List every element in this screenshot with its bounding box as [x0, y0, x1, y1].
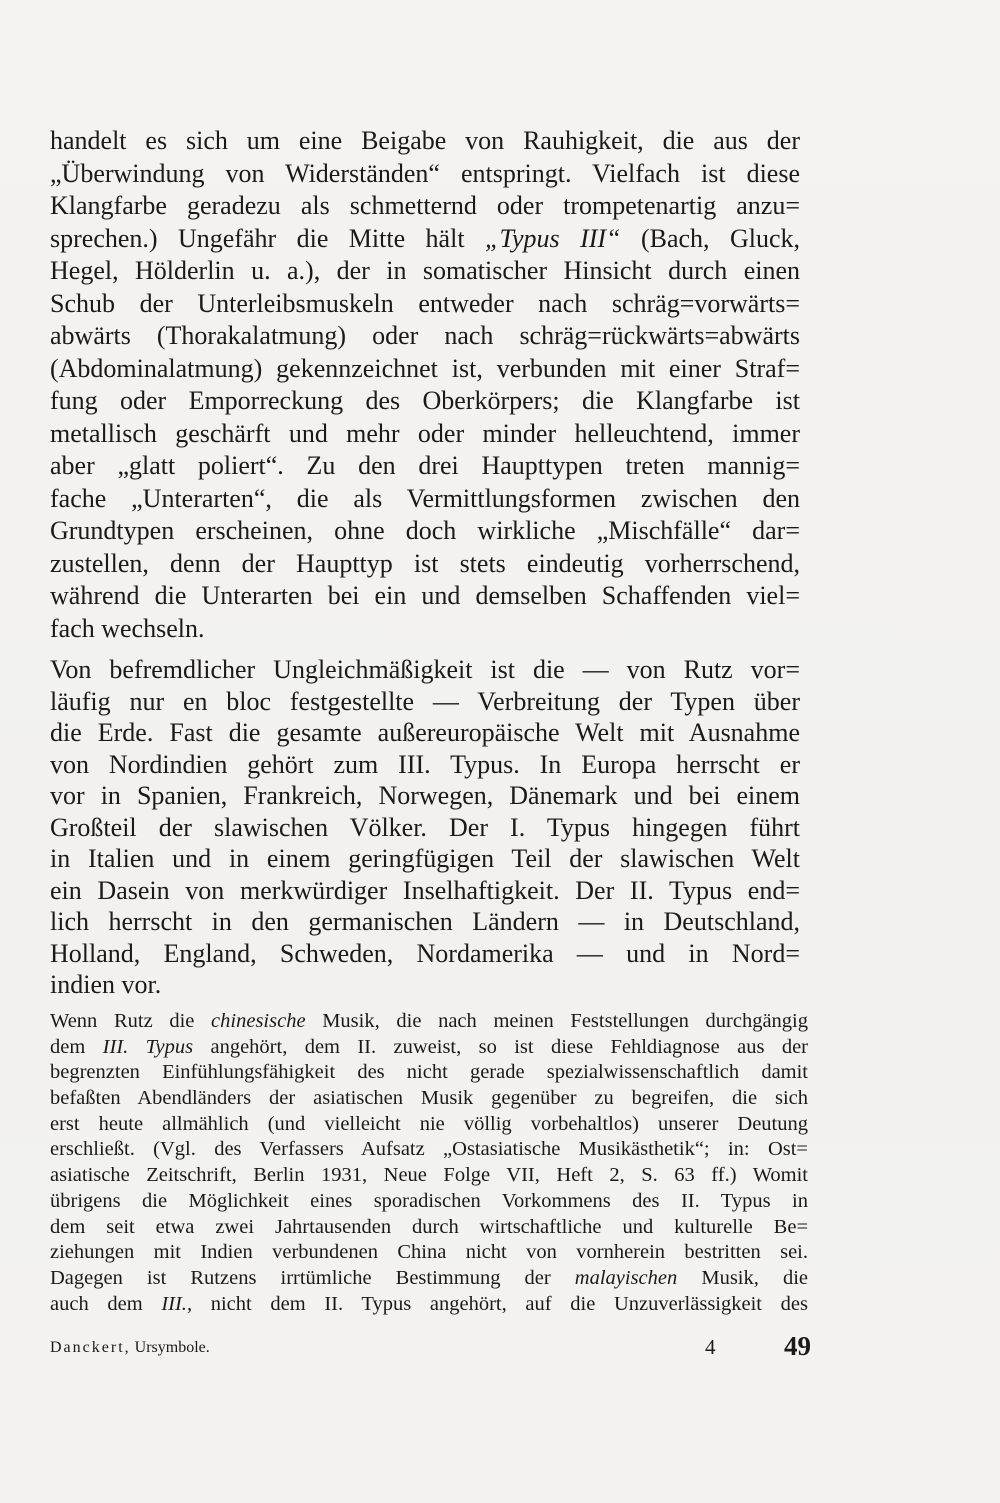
text-line [50, 1266, 808, 1292]
text-line: fung oder Emporreckung des Oberkörpers; die Klangfarbe ist [50, 386, 800, 415]
text-run: sprechen.) Ungefähr die Mitte hält [50, 223, 485, 253]
text-line: vor in Spanien, Frankreich, Norwegen, Dänemark und bei einem [50, 781, 800, 810]
text-line [50, 223, 800, 256]
text-run: auch dem [50, 1292, 162, 1315]
text-line: fach wechseln. [50, 613, 205, 643]
text-run: Musik, die [677, 1266, 808, 1289]
text-line: Grundtypen erscheinen, ohne doch wirkliche „Mischfälle“ dar= [50, 516, 800, 545]
text-line: Klangfarbe geradezu als schmetternd oder trompetenartig anzu= [50, 191, 800, 220]
text-line: ziehungen mit Indien verbundenen China nicht von vornherein bestritten sei. [50, 1241, 808, 1264]
text-line: indien vor. [50, 970, 162, 999]
text-line: erst heute allmählich (und vielleicht nie völlig vorbehaltlos) unserer Deutung [50, 1112, 808, 1135]
italic-text: malayischen [574, 1266, 678, 1289]
text-line: während die Unterarten bei ein und demselben Schaffenden viel= [50, 581, 800, 610]
text-run: Musik, die nach meinen Feststellungen durchgängig [305, 1010, 808, 1032]
text-line: ein Dasein von merkwürdiger Inselhaftigkeit. Der II. Typus end= [50, 875, 800, 905]
paragraph-distribution-of-types [50, 654, 800, 1001]
italic-text: „Typus III“ [484, 223, 621, 253]
text-line: Holland, England, Schweden, Nordamerika — und in Nord= [50, 938, 800, 968]
text-line: übrigens die Möglichkeit eines sporadischen Vorkommens des II. Typus in [50, 1189, 808, 1212]
text-line [50, 1292, 808, 1318]
page-footer [50, 1330, 820, 1364]
text-line: Von befremdlicher Ungleichmäßigkeit ist die — von Rutz vor= [50, 655, 800, 684]
text-line: die Erde. Fast die gesamte außereuropäische Welt mit Ausnahme [50, 718, 800, 747]
text-line: von Nordindien gehört zum III. Typus. In Europa herrscht er [50, 749, 800, 779]
text-line: handelt es sich um eine Beigabe von Rauhigkeit, die aus der [50, 126, 800, 155]
text-line: asiatische Zeitschrift, Berlin 1931, Neue Folge VII, Heft 2, S. 63 ff.) Womit [50, 1164, 808, 1187]
text-line: lich herrscht in den germanischen Ländern — in Deutschland, [50, 907, 800, 936]
text-line: in Italien und in einem geringfügigen Teil der slawischen Welt [50, 844, 800, 873]
text-line: dem seit etwa zwei Jahrtausenden durch wirtschaftliche und kulturelle Be= [50, 1215, 808, 1238]
text-line: Schub der Unterleibsmuskeln entweder nach schräg=vorwärts= [50, 288, 800, 318]
running-reference [50, 1338, 210, 1358]
text-run: dem [50, 1035, 103, 1058]
text-run: , nicht dem II. Typus angehört, auf die Unzuverlässigkeit des [186, 1292, 808, 1315]
text-line: fache „Unterarten“, die als Vermittlungsformen zwischen den [50, 483, 800, 513]
text-run: Dagegen ist Rutzens irrtümliche Bestimmung der [50, 1266, 575, 1289]
text-line: (Abdominalatmung) gekennzeichnet ist, verbunden mit einer Straf= [50, 353, 800, 383]
paragraph-continuation [50, 125, 800, 645]
italic-text: III. [161, 1292, 187, 1315]
text-line: Hegel, Hölderlin u. a.), der in somatischer Hinsicht durch einen [50, 256, 800, 285]
text-line [50, 1009, 808, 1035]
text-line: metallisch geschärft und mehr oder minder helleuchtend, immer [50, 418, 800, 448]
text-line: aber „glatt poliert“. Zu den drei Haupttypen treten mannig= [50, 451, 800, 480]
footer-author: Danckert, [50, 1339, 131, 1356]
text-line: zustellen, denn der Haupttyp ist stets eindeutig vorherrschend, [50, 548, 800, 578]
text-line: begrenzten Einfühlungsfähigkeit des nicht gerade spezialwissenschaftlich damit [50, 1061, 808, 1084]
text-run: Wenn Rutz die [50, 1010, 212, 1032]
text-line [50, 1035, 808, 1061]
text-run: (Bach, Gluck, [620, 223, 801, 253]
footer-title: Ursymbole. [134, 1339, 210, 1356]
italic-text: III. Typus [102, 1035, 194, 1058]
italic-text: chinesische [211, 1010, 306, 1032]
text-line: abwärts (Thorakalatmung) oder nach schräg=rückwärts=abwärts [50, 321, 800, 350]
text-line: befaßten Abendländers der asiatischen Musik gegenüber zu begreifen, die sich [50, 1087, 808, 1110]
text-line: erschließt. (Vgl. des Verfassers Aufsatz „Ostasiatische Musikästhetik“; in: Ost= [50, 1138, 808, 1161]
signature-mark: 4 [705, 1335, 716, 1359]
page-number: 49 [784, 1331, 811, 1361]
text-line: Großteil der slawischen Völker. Der I. Typus hingegen führt [50, 812, 800, 842]
text-run: angehört, dem II. zuweist, so ist diese Fehldiagnose aus der [193, 1035, 809, 1058]
text-line: „Überwindung von Widerständen“ entspringt. Vielfach ist diese [50, 158, 800, 188]
text-line: läufig nur en bloc festgestellte — Verbreitung der Typen über [50, 686, 800, 716]
footnote [50, 1009, 808, 1317]
